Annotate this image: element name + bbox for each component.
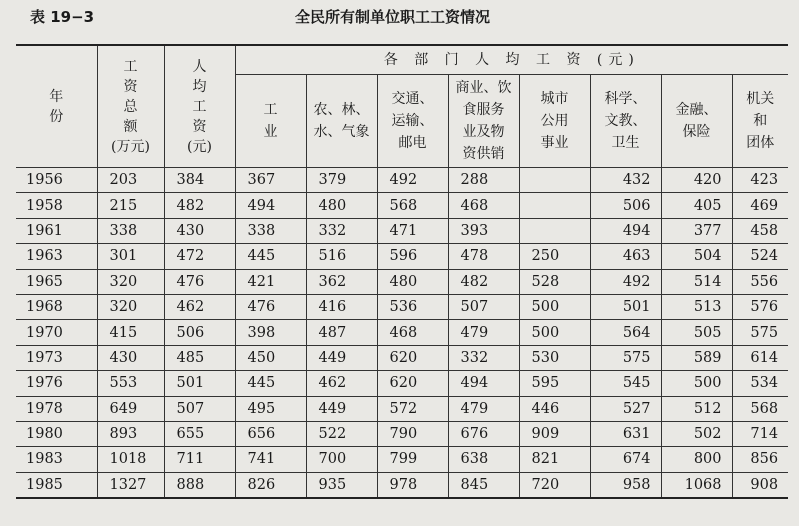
total-wage-cell: 1327 bbox=[97, 472, 164, 498]
sector-transport-cell: 568 bbox=[377, 193, 448, 218]
avg-wage-cell: 485 bbox=[164, 345, 235, 370]
header-sector-transport: 交通、 运输、 邮电 bbox=[377, 75, 448, 168]
year-cell: 1968 bbox=[16, 294, 97, 319]
year-cell: 1963 bbox=[16, 244, 97, 269]
sector-utilities-cell: 821 bbox=[519, 447, 590, 472]
sector-agriculture-cell: 449 bbox=[306, 396, 377, 421]
sector-finance-cell: 420 bbox=[661, 168, 732, 193]
sector-transport-cell: 468 bbox=[377, 320, 448, 345]
header-sector-group: 各 部 门 人 均 工 资 (元) bbox=[235, 45, 788, 75]
avg-wage-cell: 711 bbox=[164, 447, 235, 472]
header-sector-commerce: 商业、饮 食服务 业及物 资供销 bbox=[448, 75, 519, 168]
sector-commerce-cell: 332 bbox=[448, 345, 519, 370]
year-cell: 1976 bbox=[16, 371, 97, 396]
sector-agriculture-cell: 700 bbox=[306, 447, 377, 472]
total-wage-cell: 215 bbox=[97, 193, 164, 218]
sector-industry-cell: 476 bbox=[235, 294, 306, 319]
sector-industry-cell: 445 bbox=[235, 371, 306, 396]
sector-utilities-cell: 528 bbox=[519, 269, 590, 294]
sector-industry-cell: 495 bbox=[235, 396, 306, 421]
sector-science-cell: 501 bbox=[590, 294, 661, 319]
sector-agriculture-cell: 362 bbox=[306, 269, 377, 294]
sector-science-cell: 492 bbox=[590, 269, 661, 294]
table-row bbox=[16, 244, 788, 269]
year-cell: 1973 bbox=[16, 345, 97, 370]
sector-transport-cell: 492 bbox=[377, 168, 448, 193]
wage-table bbox=[16, 44, 788, 499]
sector-agriculture-cell: 332 bbox=[306, 218, 377, 243]
sector-utilities-cell: 720 bbox=[519, 472, 590, 498]
year-cell: 1980 bbox=[16, 421, 97, 446]
total-wage-cell: 553 bbox=[97, 371, 164, 396]
sector-agriculture-cell: 462 bbox=[306, 371, 377, 396]
sector-agriculture-cell: 522 bbox=[306, 421, 377, 446]
sector-science-cell: 958 bbox=[590, 472, 661, 498]
avg-wage-cell: 501 bbox=[164, 371, 235, 396]
sector-utilities-cell: 500 bbox=[519, 320, 590, 345]
sector-utilities-cell bbox=[519, 193, 590, 218]
year-cell: 1978 bbox=[16, 396, 97, 421]
header-sector-agriculture: 农、林、 水、气象 bbox=[306, 75, 377, 168]
sector-finance-cell: 500 bbox=[661, 371, 732, 396]
total-wage-cell: 320 bbox=[97, 294, 164, 319]
sector-finance-cell: 377 bbox=[661, 218, 732, 243]
table-row bbox=[16, 269, 788, 294]
table-row bbox=[16, 168, 788, 193]
total-wage-cell: 430 bbox=[97, 345, 164, 370]
sector-industry-cell: 826 bbox=[235, 472, 306, 498]
total-wage-cell: 893 bbox=[97, 421, 164, 446]
sector-finance-cell: 589 bbox=[661, 345, 732, 370]
sector-agriculture-cell: 416 bbox=[306, 294, 377, 319]
sector-science-cell: 575 bbox=[590, 345, 661, 370]
table-row bbox=[16, 396, 788, 421]
total-wage-cell: 301 bbox=[97, 244, 164, 269]
avg-wage-cell: 472 bbox=[164, 244, 235, 269]
sector-government-cell: 524 bbox=[732, 244, 788, 269]
total-wage-cell: 338 bbox=[97, 218, 164, 243]
table-row bbox=[16, 447, 788, 472]
table-row bbox=[16, 345, 788, 370]
sector-utilities-cell: 530 bbox=[519, 345, 590, 370]
sector-commerce-cell: 393 bbox=[448, 218, 519, 243]
sector-science-cell: 432 bbox=[590, 168, 661, 193]
sector-finance-cell: 504 bbox=[661, 244, 732, 269]
sector-agriculture-cell: 379 bbox=[306, 168, 377, 193]
year-cell: 1970 bbox=[16, 320, 97, 345]
sector-government-cell: 423 bbox=[732, 168, 788, 193]
sector-science-cell: 674 bbox=[590, 447, 661, 472]
table-row bbox=[16, 294, 788, 319]
sector-transport-cell: 799 bbox=[377, 447, 448, 472]
sector-utilities-cell: 595 bbox=[519, 371, 590, 396]
sector-utilities-cell: 500 bbox=[519, 294, 590, 319]
sector-transport-cell: 572 bbox=[377, 396, 448, 421]
sector-industry-cell: 367 bbox=[235, 168, 306, 193]
table-row bbox=[16, 371, 788, 396]
sector-science-cell: 545 bbox=[590, 371, 661, 396]
total-wage-cell: 415 bbox=[97, 320, 164, 345]
sector-government-cell: 556 bbox=[732, 269, 788, 294]
sector-utilities-cell bbox=[519, 168, 590, 193]
year-cell: 1965 bbox=[16, 269, 97, 294]
sector-industry-cell: 656 bbox=[235, 421, 306, 446]
sector-finance-cell: 512 bbox=[661, 396, 732, 421]
sector-science-cell: 506 bbox=[590, 193, 661, 218]
sector-finance-cell: 513 bbox=[661, 294, 732, 319]
sector-agriculture-cell: 935 bbox=[306, 472, 377, 498]
sector-industry-cell: 741 bbox=[235, 447, 306, 472]
sector-science-cell: 463 bbox=[590, 244, 661, 269]
sector-finance-cell: 800 bbox=[661, 447, 732, 472]
total-wage-cell: 649 bbox=[97, 396, 164, 421]
sector-commerce-cell: 479 bbox=[448, 396, 519, 421]
sector-government-cell: 714 bbox=[732, 421, 788, 446]
sector-finance-cell: 405 bbox=[661, 193, 732, 218]
avg-wage-cell: 506 bbox=[164, 320, 235, 345]
sector-transport-cell: 536 bbox=[377, 294, 448, 319]
sector-industry-cell: 398 bbox=[235, 320, 306, 345]
sector-commerce-cell: 507 bbox=[448, 294, 519, 319]
sector-transport-cell: 480 bbox=[377, 269, 448, 294]
sector-agriculture-cell: 449 bbox=[306, 345, 377, 370]
sector-commerce-cell: 288 bbox=[448, 168, 519, 193]
sector-science-cell: 527 bbox=[590, 396, 661, 421]
sector-government-cell: 458 bbox=[732, 218, 788, 243]
sector-government-cell: 469 bbox=[732, 193, 788, 218]
sector-commerce-cell: 468 bbox=[448, 193, 519, 218]
sector-agriculture-cell: 516 bbox=[306, 244, 377, 269]
avg-wage-cell: 430 bbox=[164, 218, 235, 243]
sector-commerce-cell: 494 bbox=[448, 371, 519, 396]
avg-wage-cell: 888 bbox=[164, 472, 235, 498]
sector-utilities-cell: 250 bbox=[519, 244, 590, 269]
sector-government-cell: 908 bbox=[732, 472, 788, 498]
sector-commerce-cell: 676 bbox=[448, 421, 519, 446]
sector-industry-cell: 338 bbox=[235, 218, 306, 243]
sector-government-cell: 576 bbox=[732, 294, 788, 319]
sector-government-cell: 568 bbox=[732, 396, 788, 421]
sector-government-cell: 856 bbox=[732, 447, 788, 472]
sector-utilities-cell: 446 bbox=[519, 396, 590, 421]
header-sector-utilities: 城市 公用 事业 bbox=[519, 75, 590, 168]
table-row bbox=[16, 193, 788, 218]
sector-industry-cell: 421 bbox=[235, 269, 306, 294]
avg-wage-cell: 507 bbox=[164, 396, 235, 421]
table-title: 全民所有制单位职工工资情况 bbox=[295, 8, 491, 26]
sector-industry-cell: 450 bbox=[235, 345, 306, 370]
sector-transport-cell: 471 bbox=[377, 218, 448, 243]
table-row bbox=[16, 320, 788, 345]
sector-agriculture-cell: 487 bbox=[306, 320, 377, 345]
sector-transport-cell: 596 bbox=[377, 244, 448, 269]
total-wage-cell: 320 bbox=[97, 269, 164, 294]
sector-industry-cell: 494 bbox=[235, 193, 306, 218]
sector-science-cell: 494 bbox=[590, 218, 661, 243]
table-row bbox=[16, 218, 788, 243]
sector-transport-cell: 620 bbox=[377, 345, 448, 370]
sector-agriculture-cell: 480 bbox=[306, 193, 377, 218]
sector-finance-cell: 502 bbox=[661, 421, 732, 446]
sector-science-cell: 631 bbox=[590, 421, 661, 446]
avg-wage-cell: 384 bbox=[164, 168, 235, 193]
header-total-wage: 工 资 总 额 (万元) bbox=[97, 45, 164, 168]
sector-finance-cell: 505 bbox=[661, 320, 732, 345]
sector-commerce-cell: 845 bbox=[448, 472, 519, 498]
sector-utilities-cell: 909 bbox=[519, 421, 590, 446]
table-number: 表 19−3 bbox=[30, 8, 95, 26]
header-sector-industry: 工 业 bbox=[235, 75, 306, 168]
sector-government-cell: 614 bbox=[732, 345, 788, 370]
header-sector-finance: 金融、 保险 bbox=[661, 75, 732, 168]
year-cell: 1961 bbox=[16, 218, 97, 243]
sector-government-cell: 534 bbox=[732, 371, 788, 396]
avg-wage-cell: 462 bbox=[164, 294, 235, 319]
year-cell: 1956 bbox=[16, 168, 97, 193]
header-avg-wage: 人 均 工 资 (元) bbox=[164, 45, 235, 168]
sector-utilities-cell bbox=[519, 218, 590, 243]
sector-commerce-cell: 479 bbox=[448, 320, 519, 345]
sector-industry-cell: 445 bbox=[235, 244, 306, 269]
total-wage-cell: 1018 bbox=[97, 447, 164, 472]
avg-wage-cell: 482 bbox=[164, 193, 235, 218]
avg-wage-cell: 476 bbox=[164, 269, 235, 294]
header-year: 年 份 bbox=[16, 45, 97, 168]
sector-transport-cell: 620 bbox=[377, 371, 448, 396]
sector-commerce-cell: 482 bbox=[448, 269, 519, 294]
table-row bbox=[16, 421, 788, 446]
sector-government-cell: 575 bbox=[732, 320, 788, 345]
sector-finance-cell: 514 bbox=[661, 269, 732, 294]
sector-commerce-cell: 638 bbox=[448, 447, 519, 472]
total-wage-cell: 203 bbox=[97, 168, 164, 193]
header-sector-government: 机关 和 团体 bbox=[732, 75, 788, 168]
sector-science-cell: 564 bbox=[590, 320, 661, 345]
sector-finance-cell: 1068 bbox=[661, 472, 732, 498]
avg-wage-cell: 655 bbox=[164, 421, 235, 446]
year-cell: 1958 bbox=[16, 193, 97, 218]
year-cell: 1983 bbox=[16, 447, 97, 472]
sector-transport-cell: 790 bbox=[377, 421, 448, 446]
year-cell: 1985 bbox=[16, 472, 97, 498]
header-sector-science: 科学、 文教、 卫生 bbox=[590, 75, 661, 168]
sector-commerce-cell: 478 bbox=[448, 244, 519, 269]
sector-transport-cell: 978 bbox=[377, 472, 448, 498]
table-row bbox=[16, 472, 788, 498]
